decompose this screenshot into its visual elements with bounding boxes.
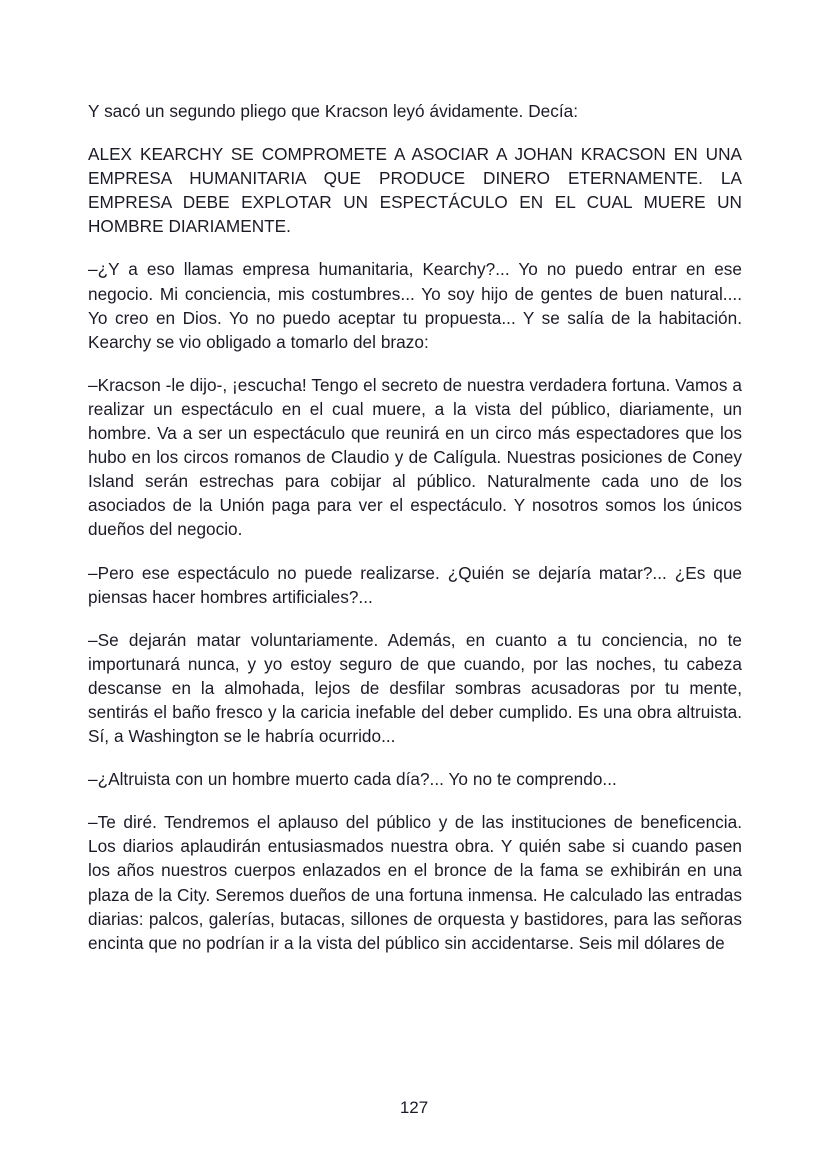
paragraph-kearchy-volunteers: –Se dejarán matar voluntariamente. Además, en cuanto a tu conciencia, no te importunará nunca, y yo estoy seguro de que cuando, por las noches, tu cabeza descanse en la almohada, lejos de desfilar sombras acusadoras por tu mente, sentirás el baño fresco y la caricia inefable del deber cumplido. Es una obra altruista. Sí, a Washington se le habría ocurrido... <box>88 629 742 747</box>
paragraph-kearchy-fortune: –Te diré. Tendremos el aplauso del público y de las instituciones de beneficencia. Los diarios aplaudirán entusiasmados nuestra obra. Y quién sabe si cuando pasen los años nuestros cuerpos enlazados en el bronce de la fama se exhibirán en una plaza de la City. Seremos dueños de una fortuna inmensa. He calculado las entradas diarias: palcos, galerías, butacas, sillones de orquesta y bastidores, para las señoras encinta que no podrían ir a la vista del público sin accidentarse. Seis mil dólares de <box>88 812 742 953</box>
paragraph-contract-clause: ALEX KEARCHY SE COMPROMETE A ASOCIAR A JOHAN KRACSON EN UNA EMPRESA HUMANITARIA QUE PRODUCE DINERO ETERNAMENTE. LA EMPRESA DEBE EXPLOTAR UN ESPECTÁCULO EN EL CUAL MUERE UN HOMBRE DIARIAMENTE. <box>88 144 742 237</box>
body-text-column <box>88 99 742 974</box>
paragraph-kearchy-secret: –Kracson -le dijo-, ¡escucha! Tengo el secreto de nuestra verdadera fortuna. Vamos a realizar un espectáculo en el cual muere, a la vista del público, diariamente, un hombre. Va a ser un espectáculo que reunirá en un circo más espectadores que los hubo en los circos romanos de Claudio y de Calígula. Nuestras posiciones de Coney Island serán estrechas para cobijar al público. Naturalmente cada uno de los asociados de la Unión paga para ver el espectáculo. Y nosotros somos los únicos dueños del negocio. <box>88 374 742 540</box>
paragraph-kracson-doubt: –Pero ese espectáculo no puede realizarse. ¿Quién se dejaría matar?... ¿Es que piensas hacer hombres artificiales?... <box>88 562 742 607</box>
page-number: 127 <box>399 1098 429 1117</box>
paragraph-intro-line: Y sacó un segundo pliego que Kracson leyó ávidamente. Decía: <box>88 101 579 121</box>
paragraph-kracson-altruista: –¿Altruista con un hombre muerto cada día?... Yo no te comprendo... <box>88 769 617 790</box>
paragraph-kracson-objection: –¿Y a eso llamas empresa humanitaria, Kearchy?... Yo no puedo entrar en ese negocio. Mi conciencia, mis costumbres... Yo soy hijo de gentes de buen natural.... Yo creo en Dios. Yo no puedo aceptar tu propuesta... Y se salía de la habitación. Kearchy se vio obligado a tomarlo del brazo: <box>88 259 742 352</box>
